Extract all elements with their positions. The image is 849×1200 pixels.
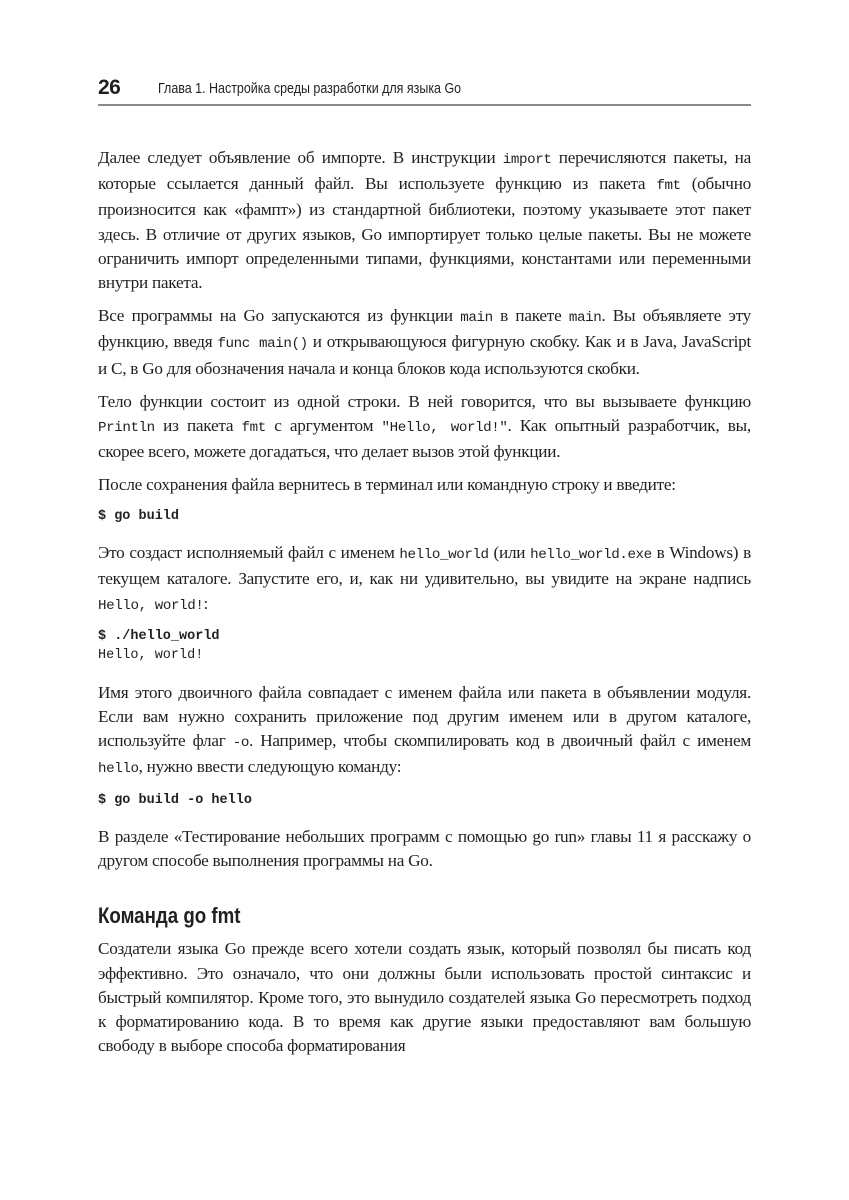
text: Создатели языка Go прежде всего хотели создать язык, который позволял бы писать код эффективно. Это означало, что они должны были использовать простой синтаксис и быстрый компилятор. Кроме того, это вынудило создателей языка Go пересмотреть подход к форматированию кода. В то время как другие языки предоставляют вам большую свободу в выборе способа форматирования: [98, 939, 751, 1056]
paragraph-save-file: [98, 473, 751, 497]
inline-code: Hello, world!: [98, 597, 204, 614]
text: Имя этого двоичного файла совпадает с именем файла или пакета в объявлении модуля. Если вам нужно сохранить приложение под другим именем или в другом каталоге, используйте флаг: [98, 682, 751, 751]
paragraph-go-fmt-intro: [98, 937, 751, 1058]
text: . Как опытный разработчик, вы, скорее всего, можете догадаться, что делает вызов этой функции.: [98, 416, 751, 462]
text: Тело функции состоит из одной строки. В ней говорится, что вы вызываете функцию: [98, 391, 751, 411]
inline-code: func main(): [217, 336, 308, 353]
code-block-go-build: [98, 507, 751, 527]
inline-code: hello_world.exe: [530, 547, 652, 564]
paragraph-binary-name: [98, 681, 751, 782]
text: :: [203, 593, 209, 613]
code-block-go-build-o: [98, 791, 751, 811]
text: с аргументом: [265, 416, 382, 436]
command-line: $ go build -o hello: [98, 792, 252, 808]
paragraph-executable: [98, 541, 751, 618]
page-body: [98, 146, 751, 1067]
text: В разделе «Тестирование небольших программ с помощью go run» главы 11 я расскажу о другом способе выполнения программы на Go.: [98, 827, 751, 871]
running-title: Глава 1. Настройка среды разработки для языка Go: [158, 81, 462, 97]
paragraph-main: [98, 304, 751, 381]
text: , нужно ввести следующую команду:: [138, 757, 402, 777]
text: (обычно произносится как «фампт») из стандартной библиотеки, поэтому указываете этот пакет здесь. В отличие от других языков, Go импортирует только целые пакеты. Вы не можете ограничить импорт определенными типами, функциями, константами или переменными внутри пакета.: [98, 174, 751, 293]
paragraph-function-body: [98, 390, 751, 465]
text: Далее следует объявление об импорте. В инструкции: [98, 148, 503, 167]
command-line: $ go build: [98, 508, 180, 524]
header-rule: [98, 104, 751, 106]
text: . Вы объявляете эту функцию, введя: [98, 306, 751, 352]
paragraph-go-run-reference: [98, 825, 751, 873]
inline-code: -o: [232, 735, 249, 752]
code-block-run: [98, 627, 751, 666]
inline-code: Println: [98, 420, 155, 437]
inline-code: import: [502, 152, 552, 168]
text: . Например, чтобы скомпилировать код в двоичный файл с именем: [248, 731, 751, 751]
page-number: 26: [98, 76, 121, 99]
text: После сохранения файла вернитесь в терминал или командную строку и введите:: [98, 475, 676, 495]
inline-code: fmt: [241, 420, 266, 437]
text: Все программы на Go запускаются из функции: [98, 306, 461, 326]
text: в Windows) в текущем каталоге. Запустите его, и, как ни удивительно, вы увидите на экране надпись: [98, 543, 751, 589]
paragraph-import: [98, 146, 751, 295]
text: в пакете: [492, 306, 569, 326]
command-output: Hello, world!: [98, 648, 204, 664]
inline-code: "Hello, world!": [381, 420, 508, 437]
text: (или: [488, 543, 531, 563]
inline-code: main: [460, 310, 493, 327]
inline-code: hello_world: [399, 547, 489, 564]
inline-code: fmt: [656, 178, 681, 195]
inline-code: main: [568, 310, 602, 327]
text: из пакета: [154, 416, 242, 436]
inline-code: hello: [98, 761, 139, 778]
page-header: [98, 76, 751, 106]
text: и открывающуюся фигурную скобку. Как и в Java, JavaScript и C, в Go для обозначения начала и конца блоков кода используются скобки.: [98, 332, 751, 378]
text: Это создаст исполняемый файл с именем: [98, 543, 400, 563]
command-line: $ ./hello_world: [98, 628, 220, 644]
section-heading: Команда go fmt: [98, 903, 241, 929]
text: перечисляются пакеты, на которые ссылается данный файл. Вы используете функцию из пакета: [98, 148, 751, 194]
